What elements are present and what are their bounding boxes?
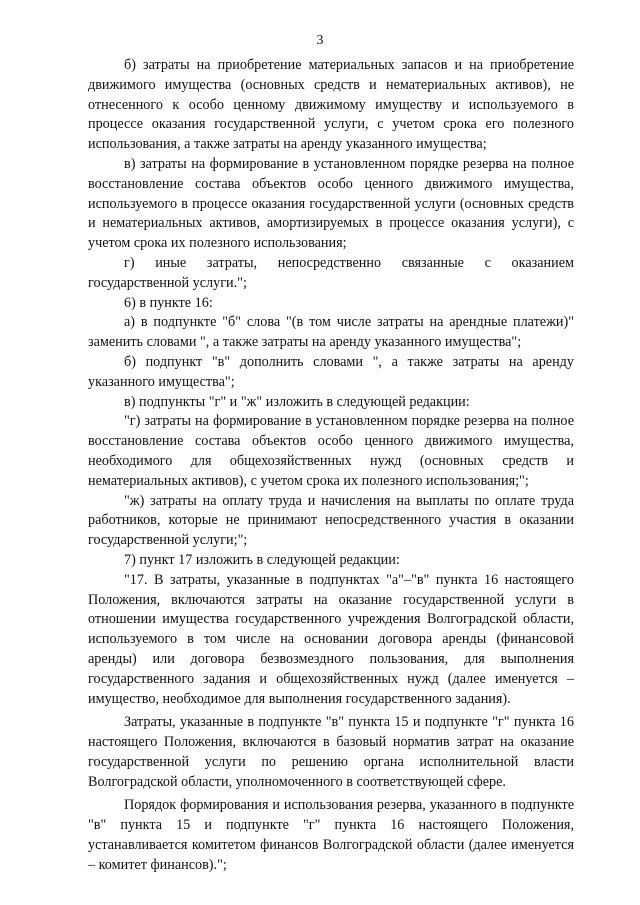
paragraph-item-b: б) затраты на приобретение материальных запасов и на приобретение движимого имущества (основных средств и нематериальных активов), не отнесенного к особо ценному движимому имуществу и используемого в процессе оказания государственной услуги, с учетом срока его полезного использования, а также затраты на аренду указанного имущества; bbox=[88, 57, 574, 153]
paragraph-quote-zh: "ж) затраты на оплату труда и начисления на выплаты по оплате труда работников, которые не принимают непосредственного участия в оказании государственной услуги;"; bbox=[88, 492, 574, 549]
paragraph-reserve-order: Порядок формирования и использования резерва, указанного в подпункте "в" пункта 15 и подпункте "г" пункта 16 настоящего Положения, устанавливается комитетом финансов Волгоградской области (далее именуется – комитет финансов)."; bbox=[88, 797, 574, 873]
paragraph-section-17: "17. В затраты, указанные в подпунктах "а"–"в" пункта 16 настоящего Положения, включаются затраты на оказание государственной услуги в отношении имущества государственного учреждения Волгоградской области, используемого в том числе на основании договора аренды (финансовой аренды) или договора безвозмездного пользования, для выполнения государственного задания и общехозяйственных нужд (далее именуется – имущество, необходимое для выполнения государственного задания). bbox=[88, 571, 574, 707]
page-number: 3 bbox=[316, 33, 324, 48]
paragraph-quote-g: "г) затраты на формирование в установленном порядке резерва на полное восстановление состава объектов особо ценного движимого имущества, необходимого для общехозяйственных нужд (основных средств и нематериальных активов), с учетом срока их полезного использования;"; bbox=[88, 413, 574, 489]
paragraph-sub-a: а) в подпункте "б" слова "(в том числе затраты на арендные платежи)" заменить словами ", а также затраты на аренду указанного имущества"; bbox=[88, 314, 574, 351]
document-body bbox=[88, 56, 574, 876]
paragraph-sub-b: б) подпункт "в" дополнить словами ", а также затраты на аренду указанного имущества"; bbox=[88, 353, 574, 390]
paragraph-sub-v: в) подпункты "г" и "ж" изложить в следующей редакции: bbox=[124, 393, 470, 410]
paragraph-item-g: г) иные затраты, непосредственно связанные с оказанием государственной услуги."; bbox=[88, 254, 574, 291]
paragraph-item-v: в) затраты на формирование в установленном порядке резерва на полное восстановление состава объектов особо ценного движимого имущества, используемого в процессе оказания государственной услуги (основных средств и нематериальных активов, амортизируемых в процессе оказания услуги), с учетом срока их полезного использования; bbox=[88, 155, 574, 252]
paragraph-point-7: 7) пункт 17 изложить в следующей редакции: bbox=[124, 551, 400, 568]
paragraph-point-6: 6) в пункте 16: bbox=[124, 294, 213, 311]
paragraph-costs: Затраты, указанные в подпункте "в" пункта 15 и подпункте "г" пункта 16 настоящего Положения, включаются в базовый норматив затрат на оказание государственной услуги по решению органа исполнительной власти Волгоградской области, уполномоченного в соответствующей сфере. bbox=[88, 714, 574, 790]
